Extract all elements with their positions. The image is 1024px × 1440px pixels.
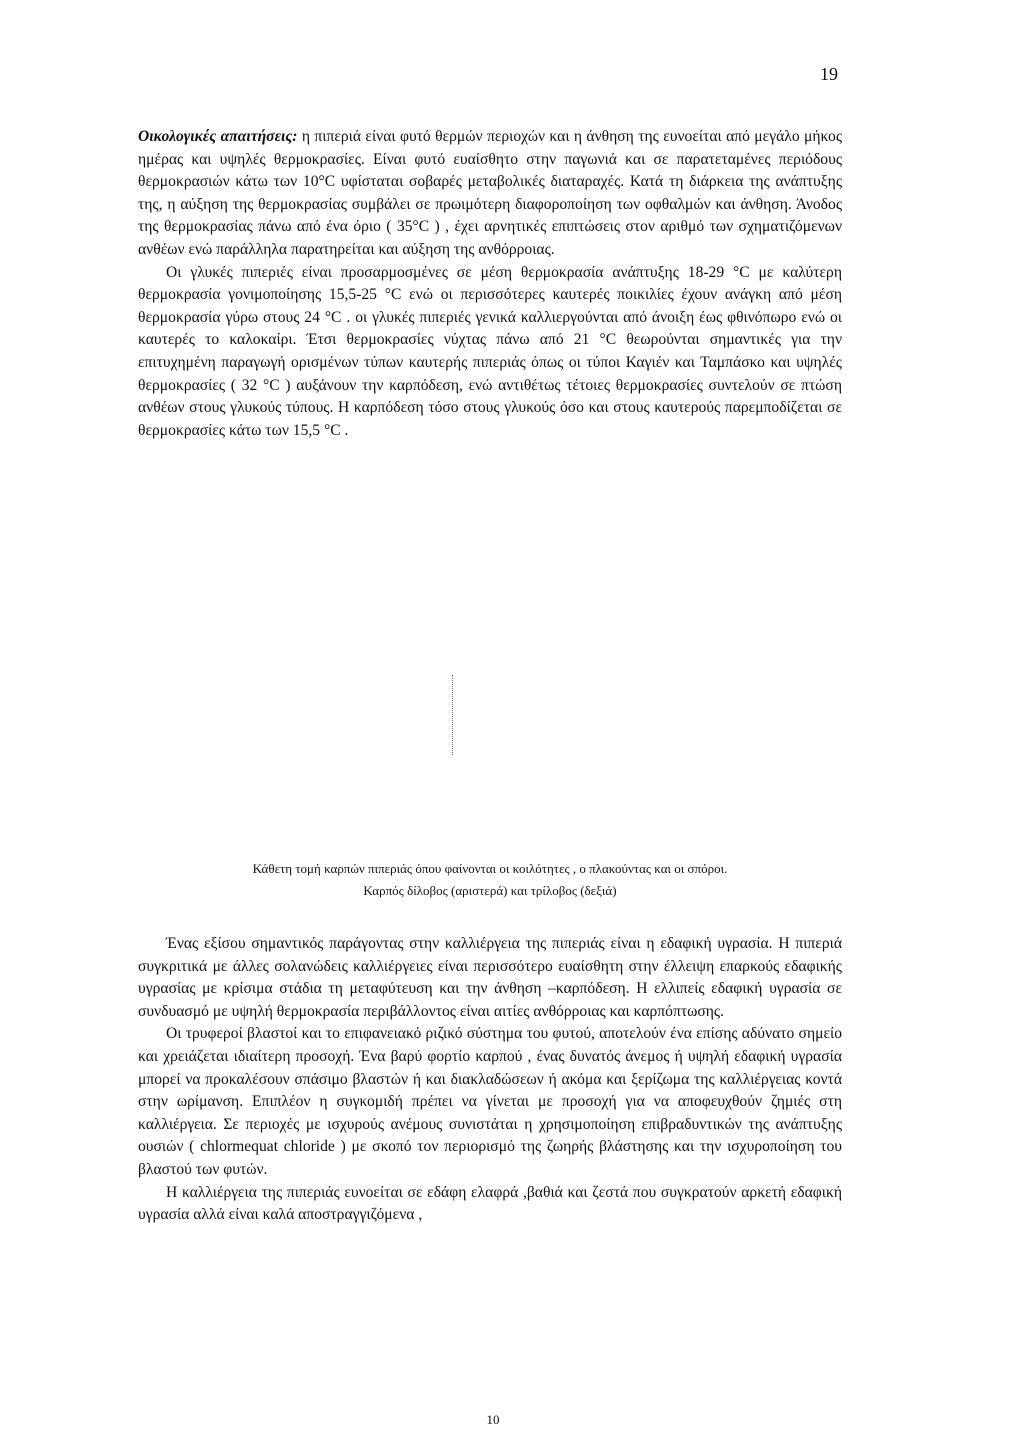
section-heading: Οικολογικές απαιτήσεις: (138, 128, 298, 145)
ecological-requirements-section (138, 126, 842, 442)
paragraph-text: η πιπεριά είναι φυτό θερμών περιοχών και η άνθηση της ευνοείται από μεγάλο μήκος ημέρας και υψηλές θερμοκρασίες. Είναι φυτό ευαίσθητο στην παγωνιά και σε παρατεταμένες περιόδους θερμοκρασιών κάτω των 10°C υφίσταται σοβαρές μεταβολικές διαταραχές. Κατά τη διάρκεια της ανάπτυξης της, η αύξηση της θερμοκρασίας συμβάλει σε πρωιμότερη διαφοροποίηση των οφθαλμών και άνθηση. Άνοδος της θερμοκρασίας πάνω από ένα όριο ( 35°C ) , έχει αρνητικές επιπτώσεις στον αριθμό των σχηματιζόμενων ανθέων ενώ παράλληλα παρατηρείται και αύξηση της ανθόρροιας. (138, 128, 842, 258)
figure-caption-line-1: Κάθετη τομή καρπών πιπεριάς όπου φαίνονται οι κοιλότητες , ο πλακούντας και οι σπόροι. (252, 861, 728, 876)
page-number-top: 19 (820, 64, 838, 84)
page-number-bottom: 10 (486, 1412, 500, 1427)
paragraph-sweet-peppers: Οι γλυκές πιπεριές είναι προσαρμοσμένες σε μέση θερμοκρασία ανάπτυξης 18-29 °C με καλύτερη θερμοκρασία γονιμοποίησης 15,5-25 °C ενώ οι περισσότερες καυτερές ποικιλίες έχουν ανάγκη από μέση θερμοκρασία γύρω στους 24 °C . οι γλυκές πιπεριές γενικά καλλιεργούνται από άνοιξη έως φθινόπωρο ενώ οι καυτερές το καλοκαίρι. Έτσι θερμοκρασίες νύχτας πάνω από 21 °C θεωρούνται σημαντικές για την επιτυχημένη παραγωγή ορισμένων τύπων καυτερής πιπεριάς όπως οι τύποι Καγιέν και Ταμπάσκο και υψηλές θερμοκρασίες ( 32 °C ) αυξάνουν την καρπόδεση, ενώ αντιθέτως τέτοιες θερμοκρασίες συντελούν σε πτώση ανθέων στους γλυκούς τύπους. Η καρπόδεση τόσο στους γλυκούς όσο και στους καυτερούς παρεμποδίζεται σε θερμοκρασίες κάτω των 15,5 °C . (138, 263, 842, 439)
paragraph-soil-moisture: Ένας εξίσου σημαντικός παράγοντας στην καλλιέργεια της πιπεριάς είναι η εδαφική υγρασία. Η πιπεριά συγκριτικά με άλλες σολανώδεις καλλιέργειες είναι περισσότερο ευαίσθητη στην έλλειψη επαρκούς εδαφικής υγρασίας με κρίσιμα στάδια τη μεταφύτευση και την άνθηση –καρπόδεση. Η ελλιπείς εδαφική υγρασία σε συνδυασμό με υψηλή θερμοκρασία περιβάλλοντος είναι αιτίες ανθόρροιας και καρπόπτωσης. (138, 935, 842, 1020)
paragraph-soil-type: Η καλλιέργεια της πιπεριάς ευνοείται σε εδάφη ελαφρά ,βαθιά και ζεστά που συγκρατούν αρκετή εδαφική υγρασία αλλά είναι καλά αποστραγγιζόμενα , (138, 1183, 842, 1224)
figure-caption-line-2: Καρπός δίλοβος (αριστερά) και τρίλοβος (δεξιά) (363, 883, 617, 898)
figure-image-area (452, 675, 461, 755)
paragraph-temperature-intro (138, 126, 842, 262)
soil-moisture-section (138, 933, 842, 1227)
paragraph-stems-roots: Οι τρυφεροί βλαστοί και το επιφανειακό ριζικό σύστημα του φυτού, αποτελούν ένα επίσης αδύνατο σημείο και χρειάζεται ιδιαίτερη προσοχή. Ένα βαρύ φορτίο καρπού , ένας δυνατός άνεμος ή υψηλή εδαφική υγρασία μπορεί να προκαλέσουν σπάσιμο βλαστών ή και διακλαδώσεων ή ακόμα και ξερίζωμα της καλλιέργειας κοντά στην ωρίμανση. Επιπλέον η συγκομιδή πρέπει να γίνεται με προσοχή για να αποφευχθούν ζημιές στη καλλιέργεια. Σε περιοχές με ισχυρούς ανέμους συνιστάται η χρησιμοποίηση επιβραδυντικών της ανάπτυξης ουσιών ( chlormequat chloride ) με σκοπό τον περιορισμό της ζωηρής βλάστησης και την ισχυροποίηση του βλαστού των φυτών. (138, 1025, 842, 1178)
